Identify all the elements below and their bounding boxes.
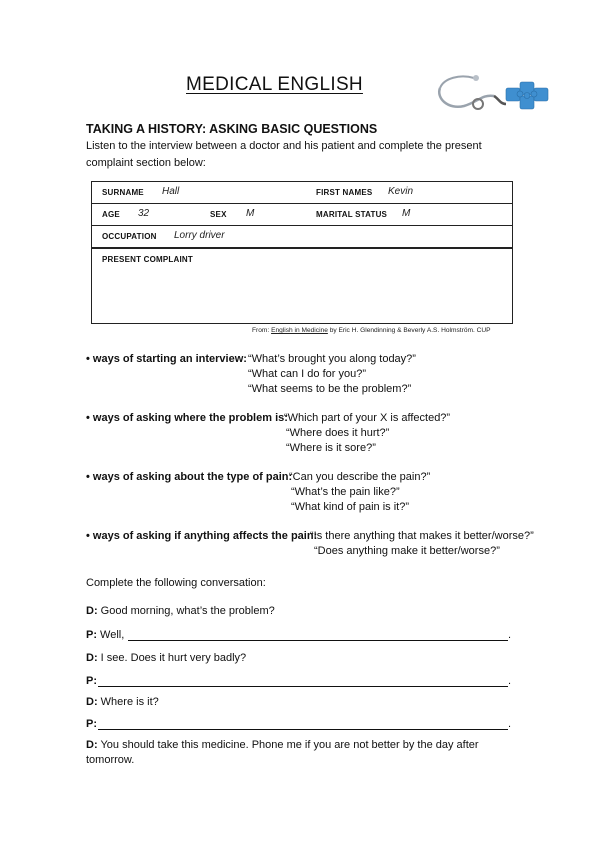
dialogue-line-doctor <box>86 652 246 664</box>
dialogue-line-patient <box>86 629 124 641</box>
phrase-group-label: • ways of asking if anything affects the pain: <box>86 530 318 542</box>
answer-blank[interactable] <box>98 686 508 687</box>
dialogue-line-continuation: tomorrow. <box>86 754 135 766</box>
speaker-label: D: <box>86 652 98 664</box>
phrase-item: “Where is it sore?” <box>286 442 376 454</box>
stethoscope-puzzle-icon <box>434 68 554 114</box>
end-dot: . <box>508 718 512 730</box>
first-names-value: Kevin <box>388 186 414 197</box>
credit-prefix: From: <box>252 327 272 334</box>
dialogue-line-doctor <box>86 605 275 617</box>
speaker-label: P: <box>86 629 97 641</box>
speaker-label: P: <box>86 675 97 687</box>
answer-blank[interactable] <box>128 640 508 641</box>
sex-value: M <box>246 208 255 219</box>
speaker-label: D: <box>86 696 98 708</box>
present-complaint-label: PRESENT COMPLAINT <box>102 255 193 264</box>
dialogue-text: I see. Does it hurt very badly? <box>97 652 247 664</box>
end-dot: . <box>508 629 512 641</box>
phrase-item: “What kind of pain is it?” <box>291 501 409 513</box>
dialogue-line-patient <box>86 675 97 687</box>
marital-status-label: MARITAL STATUS <box>316 210 388 219</box>
phrase-item: “Can you describe the pain?” <box>289 471 431 483</box>
patient-details-form <box>91 181 513 324</box>
section-heading: TAKING A HISTORY: ASKING BASIC QUESTIONS <box>86 122 378 136</box>
phrase-item: “What’s brought you along today?” <box>248 353 416 365</box>
dialogue-line-doctor <box>86 739 479 751</box>
end-dot: . <box>508 675 512 687</box>
phrase-item: “Which part of your X is affected?” <box>284 412 451 424</box>
speaker-label: D: <box>86 739 98 751</box>
phrase-item: “Is there anything that makes it better/worse?” <box>310 530 534 542</box>
credit-authors: by Eric H. Glendinning & Beverly A.S. Holmström. CUP <box>327 327 491 334</box>
dialogue-text: Where is it? <box>97 696 159 708</box>
phrase-group-label: • ways of starting an interview: <box>86 353 247 365</box>
first-names-label: FIRST NAMES <box>316 188 373 197</box>
answer-blank[interactable] <box>98 729 508 730</box>
marital-status-value: M <box>402 208 411 219</box>
age-value: 32 <box>138 208 150 219</box>
conversation-instruction: Complete the following conversation: <box>86 577 266 589</box>
speaker-label: P: <box>86 718 97 730</box>
dialogue-text: You should take this medicine. Phone me if you are not better by the day after <box>97 739 479 751</box>
phrase-item: “Does anything make it better/worse?” <box>314 545 500 557</box>
source-credit <box>252 327 491 334</box>
dialogue-text: Good morning, what’s the problem? <box>97 605 275 617</box>
form-row-age-sex <box>92 204 512 226</box>
sex-label: SEX <box>210 210 227 219</box>
instruction-text <box>86 138 516 172</box>
occupation-value: Lorry driver <box>174 230 225 241</box>
age-label: AGE <box>102 210 120 219</box>
form-row-names <box>92 182 512 204</box>
occupation-label: OCCUPATION <box>102 232 157 241</box>
dialogue-line-doctor <box>86 696 159 708</box>
form-row-occupation <box>92 226 512 249</box>
dialogue-text: Well, <box>97 629 125 641</box>
surname-label: SURNAME <box>102 188 144 197</box>
dialogue-line-patient <box>86 718 97 730</box>
phrase-item: “What seems to be the problem?” <box>248 383 412 395</box>
speaker-label: D: <box>86 605 98 617</box>
instruction-line-1: Listen to the interview between a doctor and his patient and complete the present <box>86 140 482 152</box>
phrase-group-label: • ways of asking about the type of pain: <box>86 471 293 483</box>
credit-book-title: English in Medicine <box>271 327 328 334</box>
phrase-group-label: • ways of asking where the problem is: <box>86 412 288 424</box>
page-title: MEDICAL ENGLISH <box>186 74 363 95</box>
phrase-item: “What’s the pain like?” <box>291 486 400 498</box>
phrase-item: “What can I do for you?” <box>248 368 366 380</box>
surname-value: Hall <box>162 186 180 197</box>
instruction-line-2: complaint section below: <box>86 157 206 169</box>
phrase-item: “Where does it hurt?” <box>286 427 390 439</box>
